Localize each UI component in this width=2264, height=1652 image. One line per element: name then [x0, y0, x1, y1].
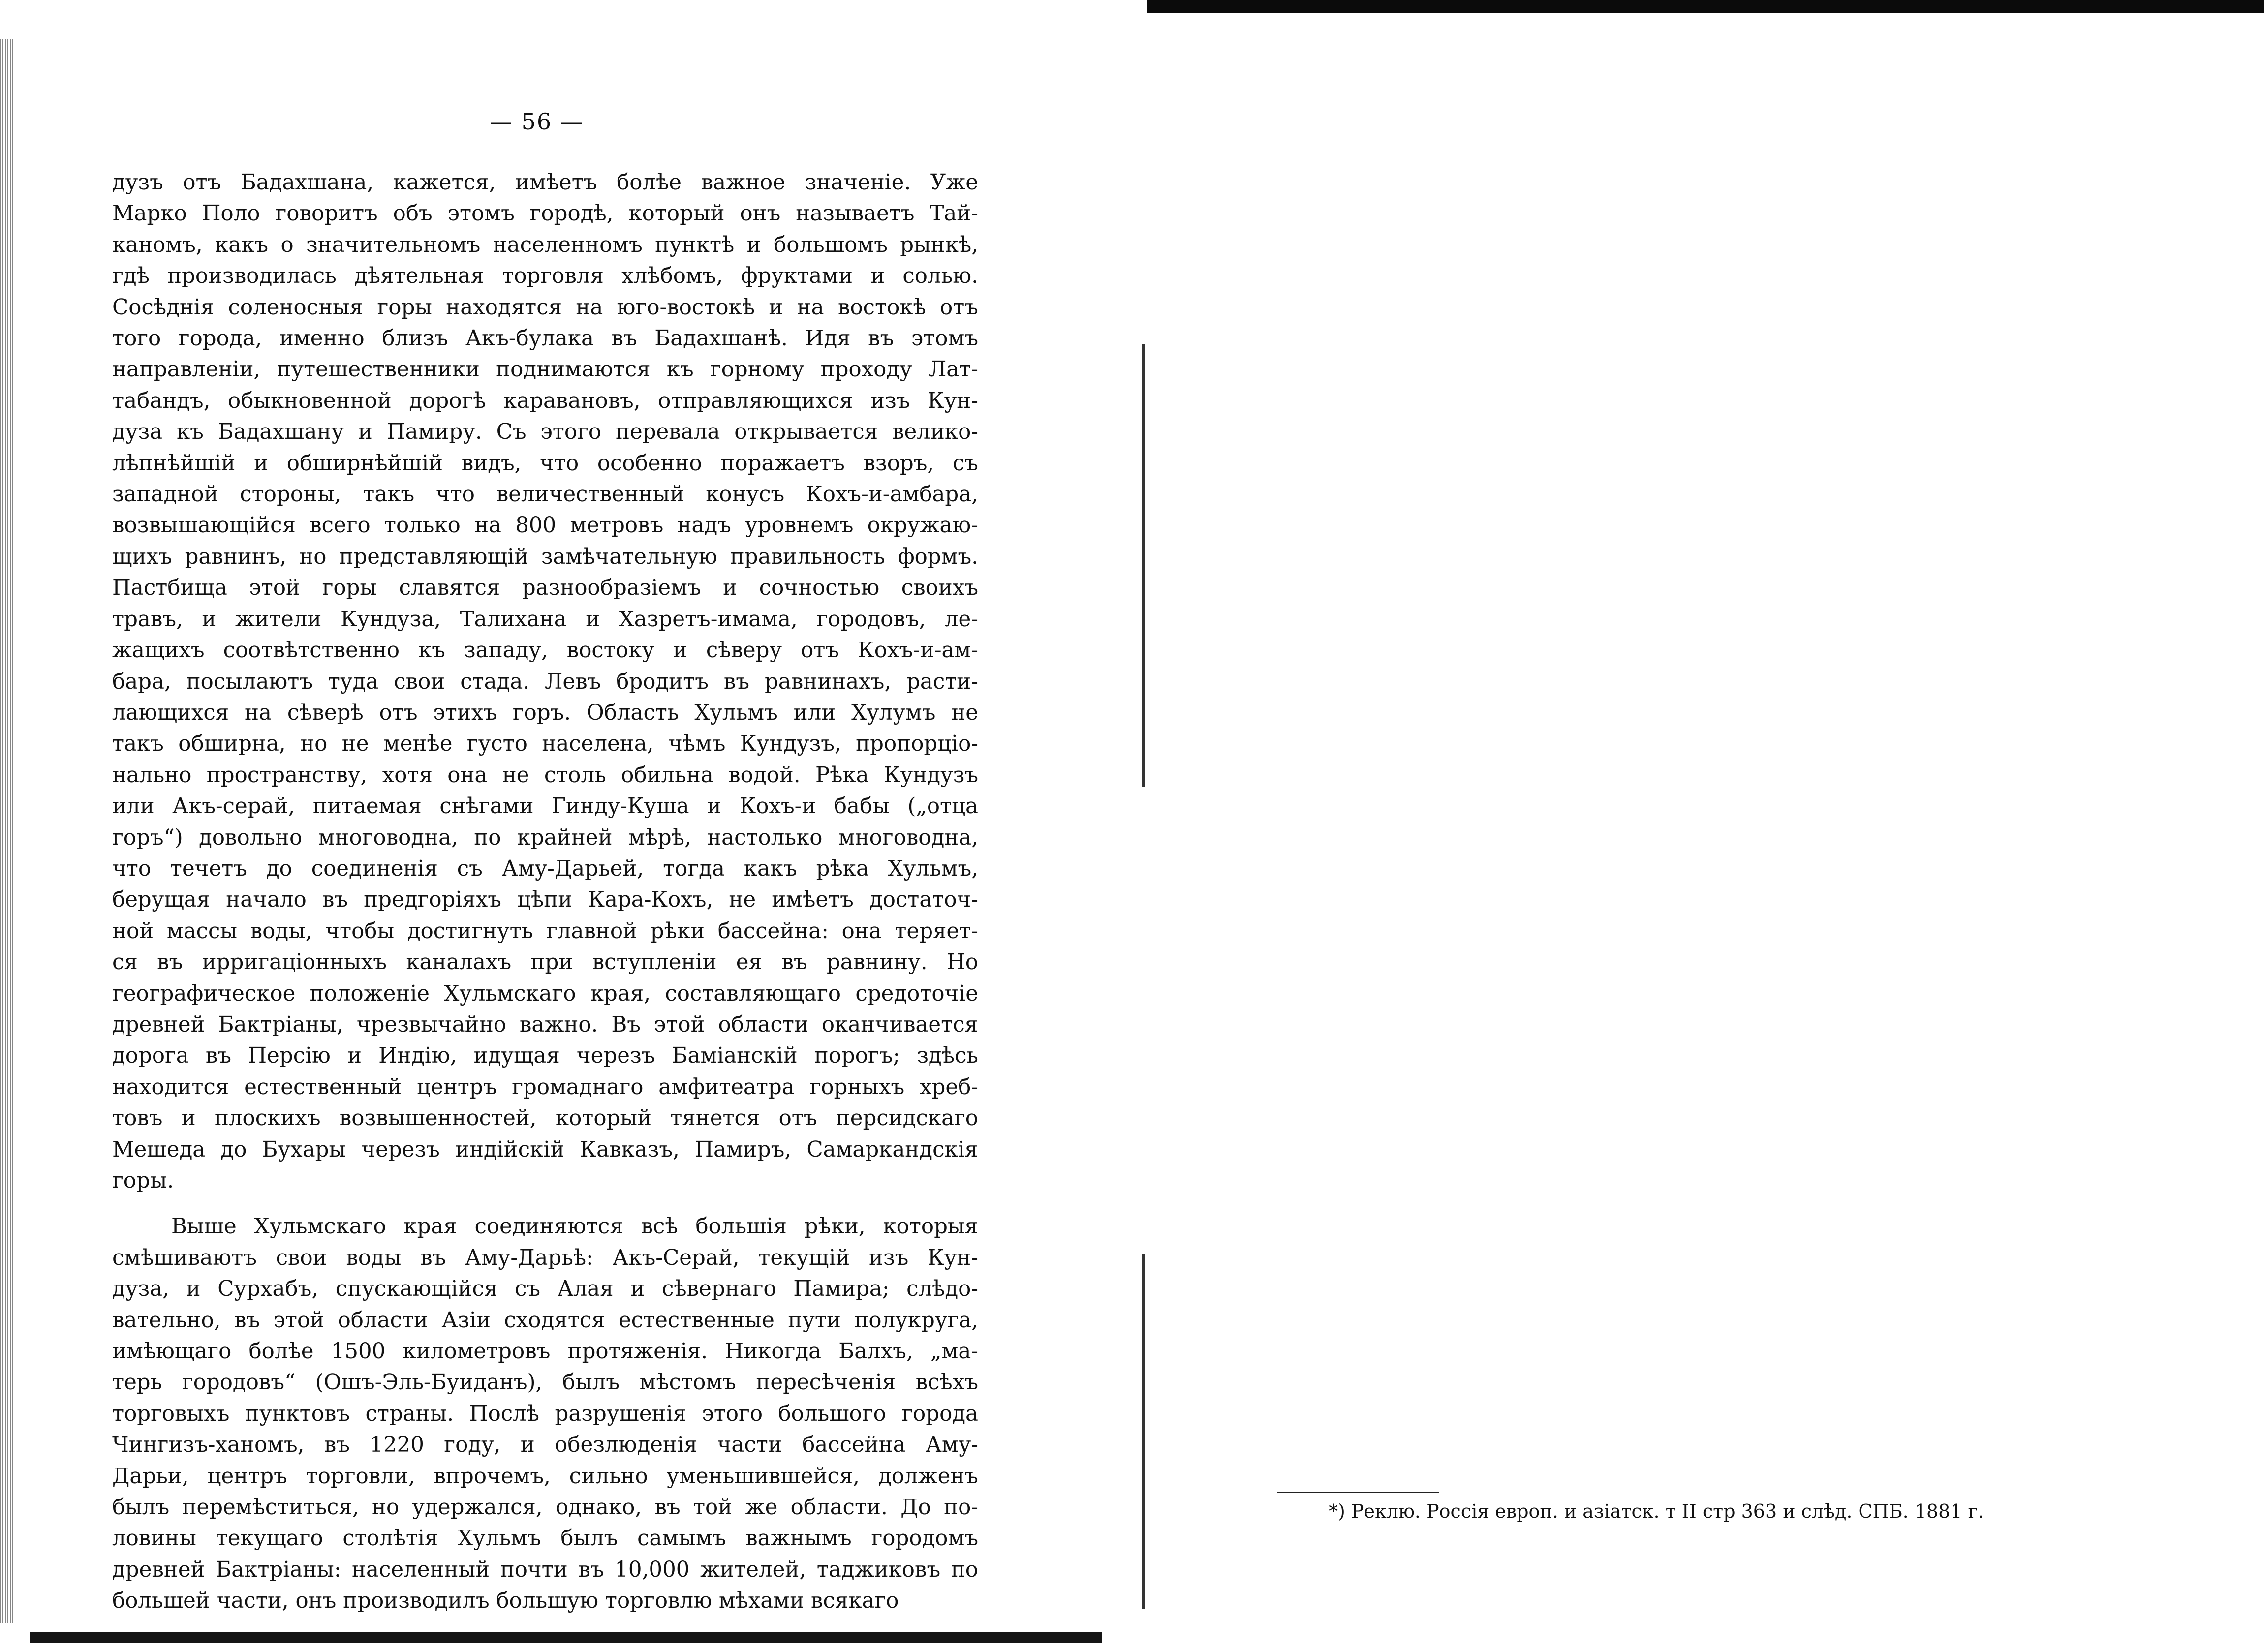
text-line: лѣпнѣйшій и обширнѣйшій видъ, что особенно поражаетъ взоръ, съ	[112, 451, 978, 476]
text-line: находится естественный центръ громаднаго амфитеатра горныхъ хреб-	[112, 1074, 978, 1100]
page-number-56: — 56 —	[490, 108, 584, 135]
text-line: каномъ, какъ о значительномъ населенномъ пунктѣ и большомъ рынкѣ,	[112, 232, 978, 257]
text-line: Чингизъ-ханомъ, въ 1220 году, и обезлюденія части бассейна Аму-	[112, 1433, 978, 1458]
text-line: бара, посылаютъ туда свои стада. Левъ бродитъ въ равнинахъ, расти-	[112, 669, 978, 694]
text-line: щихъ равнинъ, но представляющій замѣчательную правильность формъ.	[112, 544, 978, 569]
text-line: или Акъ-серай, питаемая снѣгами Гинду-Куша и Кохъ-и бабы („отца	[112, 794, 978, 819]
text-line: былъ перемѣститься, но удержался, однако, въ той же области. До по-	[112, 1495, 978, 1520]
left-paragraph-1	[112, 167, 978, 1196]
text-line: имѣющаго болѣе 1500 километровъ протяженія. Никогда Балхъ, „ма-	[112, 1339, 978, 1364]
text-line: гдѣ производилась дѣятельная торговля хлѣбомъ, фруктами и солью.	[112, 264, 978, 289]
text-line: такъ обширна, но не менѣе густо населена, чѣмъ Кундузъ, пропорціо-	[112, 732, 978, 757]
text-line: берущая начало въ предгоріяхъ цѣпи Кара-Кохъ, не имѣетъ достаточ-	[112, 887, 978, 913]
text-line: большей части, онъ производилъ большую торговлю мѣхами всякаго	[112, 1589, 899, 1614]
left-page-body	[112, 167, 978, 1617]
text-line: Пастбища этой горы славятся разнообразіемъ и сочностью своихъ	[112, 576, 978, 601]
paragraph-gap	[112, 1196, 978, 1211]
text-line: географическое положеніе Хульмскаго края, составляющаго средоточіе	[112, 981, 978, 1006]
left-paragraph-2	[112, 1211, 978, 1617]
text-line: нально пространству, хотя она не столь обильна водой. Рѣка Кундузъ	[112, 763, 978, 788]
text-line: терь городовъ“ (Ошъ-Эль-Буиданъ), былъ мѣстомъ пересѣченія всѣхъ	[112, 1370, 978, 1395]
text-line: направленіи, путешественники поднимаются къ горному проходу Лат-	[112, 357, 978, 382]
text-line: лающихся на сѣверѣ отъ этихъ горъ. Область Хульмъ или Хулумъ не	[112, 700, 978, 725]
text-line: дуза къ Бадахшану и Памиру. Съ этого перевала открывается велико-	[112, 420, 978, 445]
text-line: вательно, въ этой области Азіи сходятся естественные пути полукруга,	[112, 1308, 978, 1333]
text-line: ся въ ирригаціонныхъ каналахъ при вступленіи ея въ равнину. Но	[112, 950, 978, 975]
text-line: горъ“) довольно многоводна, по крайней мѣрѣ, настолько многоводна,	[112, 825, 978, 850]
text-line: того города, именно близъ Акъ-булака въ Бадахшанѣ. Идя въ этомъ	[112, 326, 978, 351]
text-line: что течетъ до соединенія съ Аму-Дарьей, тогда какъ рѣка Хульмъ,	[112, 856, 978, 881]
text-line: возвышающійся всего только на 800 метровъ надъ уровнемъ окружаю-	[112, 513, 978, 538]
text-line: древней Бактріаны: населенный почти въ 10,000 жителей, таджиковъ по	[112, 1557, 978, 1582]
text-line: Выше Хульмскаго края соединяются всѣ большія рѣки, которыя	[171, 1214, 978, 1239]
text-line: табандъ, обыкновенной дорогѣ каравановъ, отправляющихся изъ Кун-	[112, 388, 978, 413]
text-line: жащихъ соотвѣтственно къ западу, востоку и сѣверу отъ Кохъ-и-ам-	[112, 638, 978, 663]
text-line: торговыхъ пунктовъ страны. Послѣ разрушенія этого большого города	[112, 1401, 978, 1426]
text-line: древней Бактріаны, чрезвычайно важно. Въ этой области оканчивается	[112, 1012, 978, 1037]
text-line: смѣшиваютъ свои воды въ Аму-Дарьѣ: Акъ-Серай, текущій изъ Кун-	[112, 1245, 978, 1270]
footnote: *) Реклю. Россія европ. и азіатск. т II стр 363 и слѣд. СПБ. 1881 г.	[1329, 1500, 1984, 1522]
text-line: дорога въ Персію и Индію, идущая черезъ Баміанскій порогъ; здѣсь	[112, 1043, 978, 1069]
text-line: горы.	[112, 1168, 174, 1193]
text-line: Мешеда до Бухары черезъ индійскій Кавказъ, Памиръ, Самаркандскія	[112, 1137, 978, 1162]
footnote-rule	[1277, 1492, 1439, 1493]
text-line: западной стороны, такъ что величественный конусъ Кохъ-и-амбара,	[112, 482, 978, 507]
text-line: Дарьи, центръ торговли, впрочемъ, сильно уменьшившейся, долженъ	[112, 1464, 978, 1489]
text-line: Сосѣднія соленосныя горы находятся на юго-востокѣ и на востокѣ отъ	[112, 295, 978, 320]
right-page	[1132, 0, 2264, 1652]
text-line: дузъ отъ Бадахшана, кажется, имѣетъ болѣе важное значеніе. Уже	[112, 170, 978, 195]
text-line: ловины текущаго столѣтія Хульмъ былъ самымъ важнымъ городомъ	[112, 1526, 978, 1551]
text-line: Марко Поло говоритъ объ этомъ городѣ, который онъ называетъ Тай-	[112, 201, 978, 226]
text-line: дуза, и Сурхабъ, спускающійся съ Алая и сѣвернаго Памира; слѣдо-	[112, 1277, 978, 1302]
text-line: товъ и плоскихъ возвышенностей, который тянется отъ персидскаго	[112, 1106, 978, 1131]
text-line: ной массы воды, чтобы достигнуть главной рѣки бассейна: она теряет-	[112, 918, 978, 944]
text-line: травъ, и жители Кундуза, Талихана и Хазретъ-имама, городовъ, ле-	[112, 607, 978, 632]
